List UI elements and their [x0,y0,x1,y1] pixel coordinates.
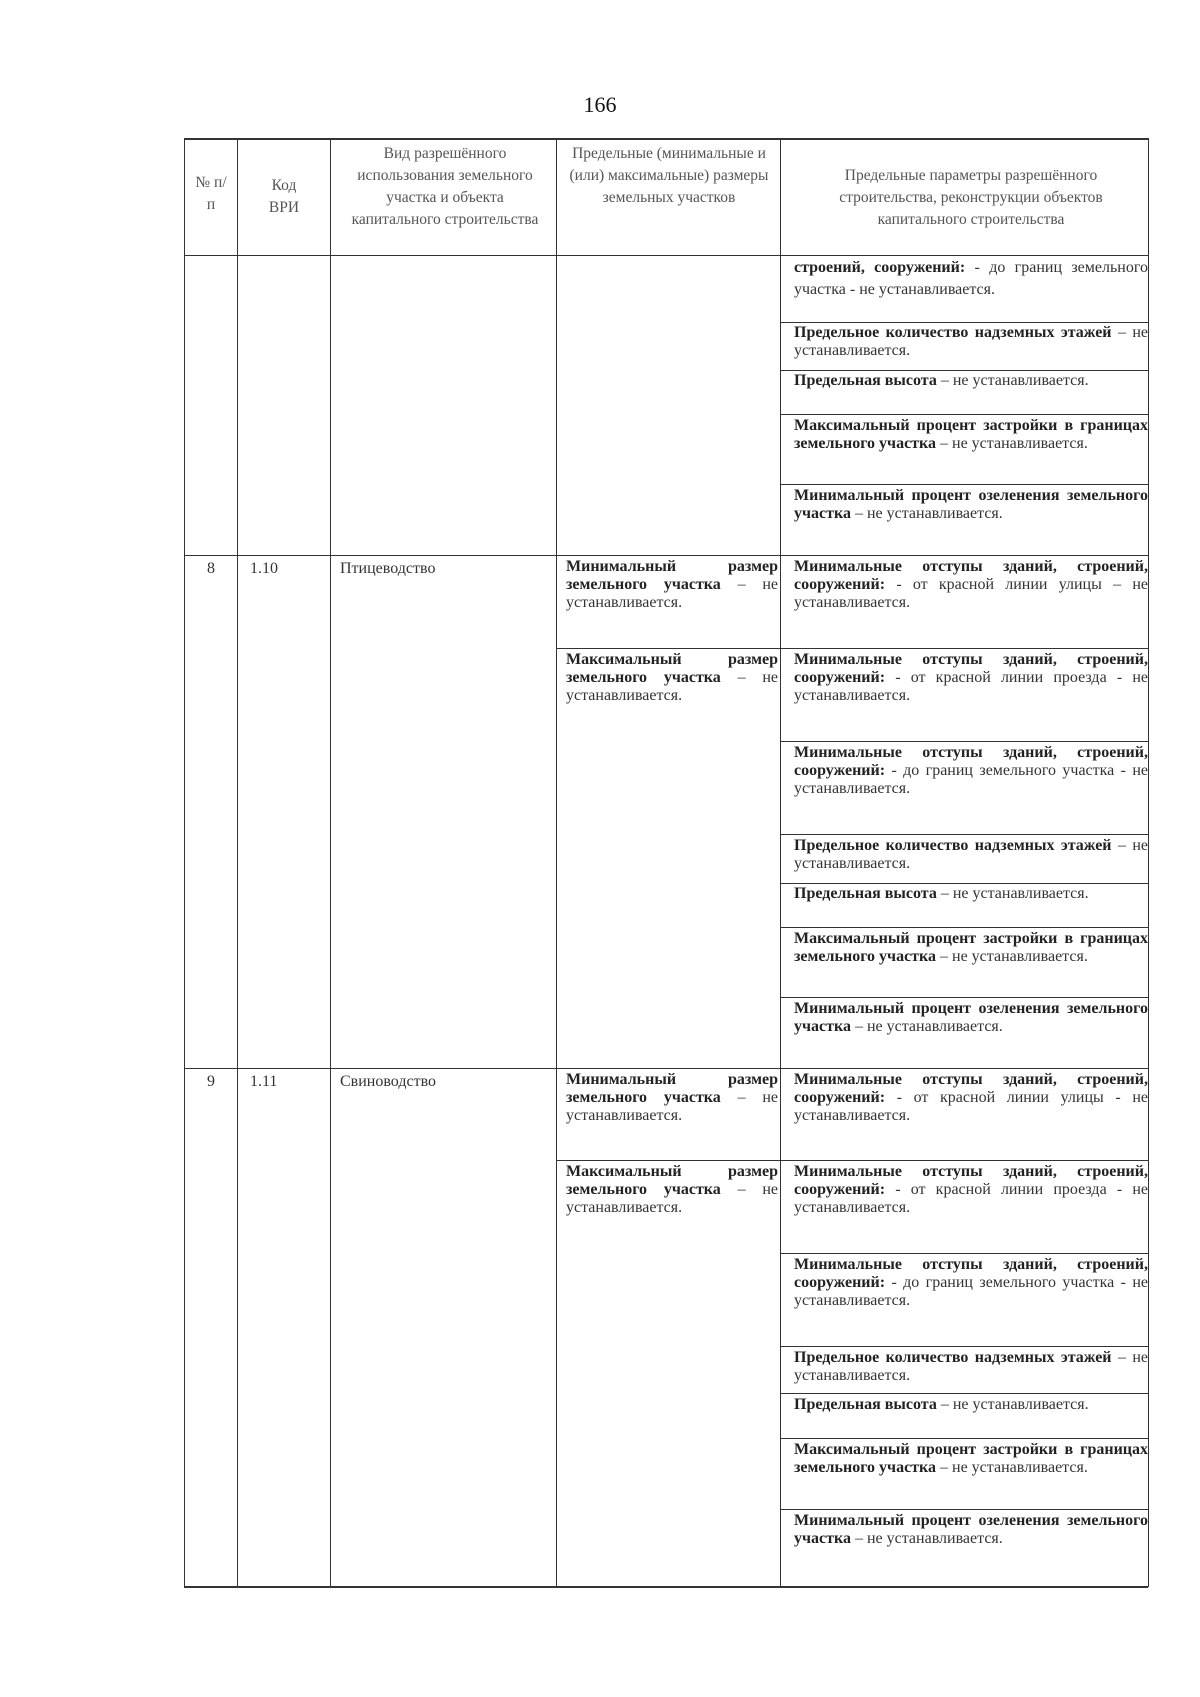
row-8-param-7-bold: Минимальный процент озеленения земельного участка [794,1000,1148,1035]
row-8-min-size [566,558,778,612]
param-sep-c2 [780,370,1148,371]
row-9-min-size [566,1071,778,1125]
row-8-param-3-bold: Минимальные отступы зданий, строений, сооружений: [794,744,1148,779]
table-bottom-border [184,1586,1148,1588]
param-sep-8-2 [780,741,1148,742]
param-sep-9-2 [780,1253,1148,1254]
row-9-min-size-rest: – не устанавливается. [566,1089,779,1124]
continued-param-5-rest: – не устанавливается. [854,505,1003,522]
size-separator-row9 [556,1160,780,1161]
row-9-param-2 [794,1163,1148,1217]
row-9-param-4 [794,1349,1148,1385]
row-9-number: 9 [207,1073,215,1090]
param-sep-9-6 [780,1509,1148,1510]
row-8-param-2-rest: - от красной линии проезда - не устанавливается. [794,669,1149,704]
continued-param-4 [794,417,1148,453]
param-sep-c4 [780,484,1148,485]
param-sep-9-1 [780,1160,1148,1161]
row-9-param-4-bold: Предельное количество надземных этажей [794,1349,1112,1366]
row-8-max-size-bold: Максимальный размер земельного участка [566,651,778,686]
row-9-max-size-rest: – не устанавливается. [566,1181,779,1216]
row-9-param-7-rest: – не устанавливается. [854,1530,1003,1547]
row-8-use-name: Птицеводство [340,560,436,577]
param-sep-8-4 [780,883,1148,884]
row-8-param-5 [794,885,1148,903]
row-9-param-5-rest: – не устанавливается. [940,1396,1089,1413]
row-8-param-5-bold: Предельная высота [794,885,937,902]
row-9-param-2-bold: Минимальные отступы зданий, строений, сооружений: [794,1163,1148,1198]
param-sep-8-5 [780,927,1148,928]
row-9-param-7 [794,1512,1148,1548]
header-parameters-label: Предельные параметры разрешённого строительства, реконструкции объектов капитального строительства [839,167,1103,228]
param-sep-9-5 [780,1438,1148,1439]
row-8-param-2 [794,651,1148,705]
param-sep-c3 [780,414,1148,415]
param-sep-8-3 [780,834,1148,835]
continued-param-1-bold: строений, сооружений: [794,259,966,276]
param-sep-8-1 [780,648,1148,649]
continued-param-2 [794,324,1148,360]
header-plot-sizes [566,143,772,209]
row-8-param-4-bold: Предельное количество надземных этажей [794,837,1112,854]
row-9-param-6 [794,1441,1148,1477]
param-sep-9-4 [780,1393,1148,1394]
header-code [240,175,328,219]
row-8-param-1-rest: - от красной линии улицы – не устанавливается. [794,576,1149,611]
row-9-param-1-bold: Минимальные отступы зданий, строений, сооружений: [794,1071,1148,1106]
row-9-param-3 [794,1256,1148,1310]
continued-param-3 [794,372,1148,390]
row-9-param-2-rest: - от красной линии проезда - не устанавливается. [794,1181,1149,1216]
continued-param-1-rest: - до границ земельного участка - не устанавливается. [794,259,1148,298]
continued-param-3-rest: – не устанавливается. [940,372,1089,389]
header-bottom-border [184,255,1148,256]
row-9-param-1 [794,1071,1148,1125]
row-8-param-3 [794,744,1148,798]
col-line-4 [780,138,781,1587]
row-8-max-size [566,651,778,705]
row-8-param-7-rest: – не устанавливается. [854,1018,1003,1035]
continued-param-5-bold: Минимальный процент озеленения земельного участка [794,487,1148,522]
row-9-param-3-bold: Минимальные отступы зданий, строений, сооружений: [794,1256,1148,1291]
row-8-param-6 [794,930,1148,966]
row-8-param-4-rest: – не устанавливается. [794,837,1149,872]
continued-param-1 [794,257,1148,301]
col-line-0 [184,138,185,1587]
continued-param-5 [794,487,1148,523]
row-8-param-6-bold: Максимальный процент застройки в границах земельного участка [794,930,1148,965]
continued-param-3-bold: Предельная высота [794,372,937,389]
header-number-label: № п/п [195,174,227,213]
header-number [186,172,236,216]
row-8-param-4 [794,837,1148,873]
row-9-param-3-rest: - до границ земельного участка - не устанавливается. [794,1274,1149,1309]
row-9-param-4-rest: – не устанавливается. [794,1349,1149,1384]
row-9-max-size-bold: Максимальный размер земельного участка [566,1163,778,1198]
header-code-label: Код ВРИ [268,177,300,216]
size-separator-row8 [556,648,780,649]
header-plot-sizes-label: Предельные (минимальные и (или) максимальные) размеры земельных участков [569,145,769,206]
col-line-1 [237,138,238,1587]
row-8-param-6-rest: – не устанавливается. [940,948,1088,965]
row-8-number: 8 [207,560,215,577]
row-9-min-size-bold: Минимальный размер земельного участка [566,1071,778,1106]
row-8-param-1-bold: Минимальные отступы зданий, строений, сооружений: [794,558,1148,593]
row-8-param-5-rest: – не устанавливается. [940,885,1089,902]
row-9-code: 1.11 [250,1073,278,1090]
row-9-param-1-rest: - от красной линии улицы - не устанавливается. [794,1089,1149,1124]
row-8-param-3-rest: - до границ земельного участка - не устанавливается. [794,762,1149,797]
row-8-min-size-rest: – не устанавливается. [566,576,779,611]
header-use-type [340,143,550,231]
page-number: 166 [583,92,617,117]
col-line-5 [1148,138,1149,1587]
row-8-param-7 [794,1000,1148,1036]
row-8-top-border [184,555,1148,556]
header-parameters [800,165,1142,231]
header-use-type-label: Вид разрешённого использования земельного участка и объекта капитального строительства [351,145,539,228]
param-sep-8-6 [780,997,1148,998]
row-9-top-border [184,1068,1148,1069]
col-line-2 [330,138,331,1587]
row-8-max-size-rest: – не устанавливается. [566,669,779,704]
row-9-max-size [566,1163,778,1217]
row-8-param-1 [794,558,1148,612]
col-line-3 [556,138,557,1587]
param-sep-9-3 [780,1346,1148,1347]
continued-param-4-bold: Максимальный процент застройки в границах земельного участка [794,417,1148,452]
continued-param-2-bold: Предельное количество надземных этажей [794,324,1112,341]
row-9-param-5-bold: Предельная высота [794,1396,937,1413]
continued-param-4-rest: – не устанавливается. [940,435,1088,452]
param-sep-c1 [780,322,1148,323]
row-8-min-size-bold: Минимальный размер земельного участка [566,558,778,593]
row-9-param-6-rest: – не устанавливается. [940,1459,1088,1476]
continued-param-2-rest: – не устанавливается. [794,324,1149,359]
row-8-param-2-bold: Минимальные отступы зданий, строений, сооружений: [794,651,1148,686]
row-9-param-6-bold: Максимальный процент застройки в границах земельного участка [794,1441,1148,1476]
row-9-param-5 [794,1396,1148,1414]
row-9-param-7-bold: Минимальный процент озеленения земельного участка [794,1512,1148,1547]
row-9-use-name: Свиноводство [340,1073,437,1090]
table-top-border [184,138,1148,140]
row-8-code: 1.10 [250,560,278,577]
